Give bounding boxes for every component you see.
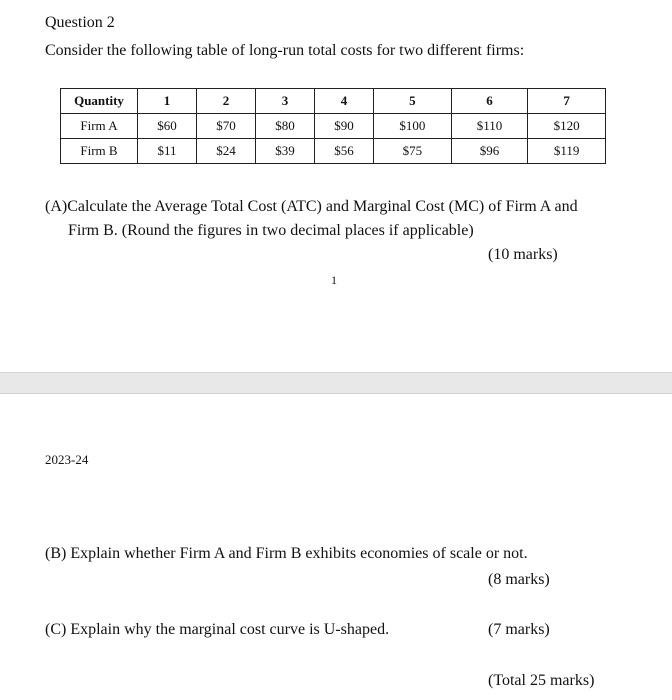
part-c-marks: (7 marks) [488,621,550,638]
cost-cell: $80 [256,114,315,139]
page-separator [0,372,672,394]
quantity-cell: 6 [451,89,527,114]
part-a-question-line2: Firm B. (Round the figures in two decimal places if applicable) [68,222,474,239]
total-marks: (Total 25 marks) [488,672,595,689]
table-row-firm-a [61,114,606,139]
firm-label: Firm B [61,139,138,164]
quantity-cell: 2 [197,89,256,114]
cost-cell: $24 [197,139,256,164]
question-intro: Consider the following table of long-run total costs for two different firms: [45,42,525,59]
part-a-marks: (10 marks) [488,246,558,263]
cost-cell: $60 [138,114,197,139]
cost-cell: $119 [528,139,606,164]
cost-table [60,88,606,164]
table-row-firm-b [61,139,606,164]
cost-cell: $70 [197,114,256,139]
cost-cell: $11 [138,139,197,164]
cost-cell: $110 [451,114,527,139]
page-number: 1 [331,273,337,287]
quantity-cell: 1 [138,89,197,114]
cost-cell: $90 [315,114,374,139]
part-b-question: (B) Explain whether Firm A and Firm B exhibits economies of scale or not. [45,545,528,562]
part-b-marks: (8 marks) [488,571,550,588]
cost-cell: $100 [374,114,452,139]
cost-cell: $96 [451,139,527,164]
firm-label: Firm A [61,114,138,139]
quantity-cell: 7 [528,89,606,114]
question-title: Question 2 [45,14,115,31]
cost-cell: $39 [256,139,315,164]
quantity-cell: 4 [315,89,374,114]
cost-cell: $75 [374,139,452,164]
academic-year: 2023-24 [45,452,89,467]
table-header-row [61,89,606,114]
quantity-cell: 3 [256,89,315,114]
part-c-question: (C) Explain why the marginal cost curve is U-shaped. [45,621,390,638]
quantity-header: Quantity [61,89,138,114]
cost-cell: $56 [315,139,374,164]
part-a-question-line1: (A)Calculate the Average Total Cost (ATC) and Marginal Cost (MC) of Firm A and [45,198,578,215]
quantity-cell: 5 [374,89,452,114]
cost-cell: $120 [528,114,606,139]
